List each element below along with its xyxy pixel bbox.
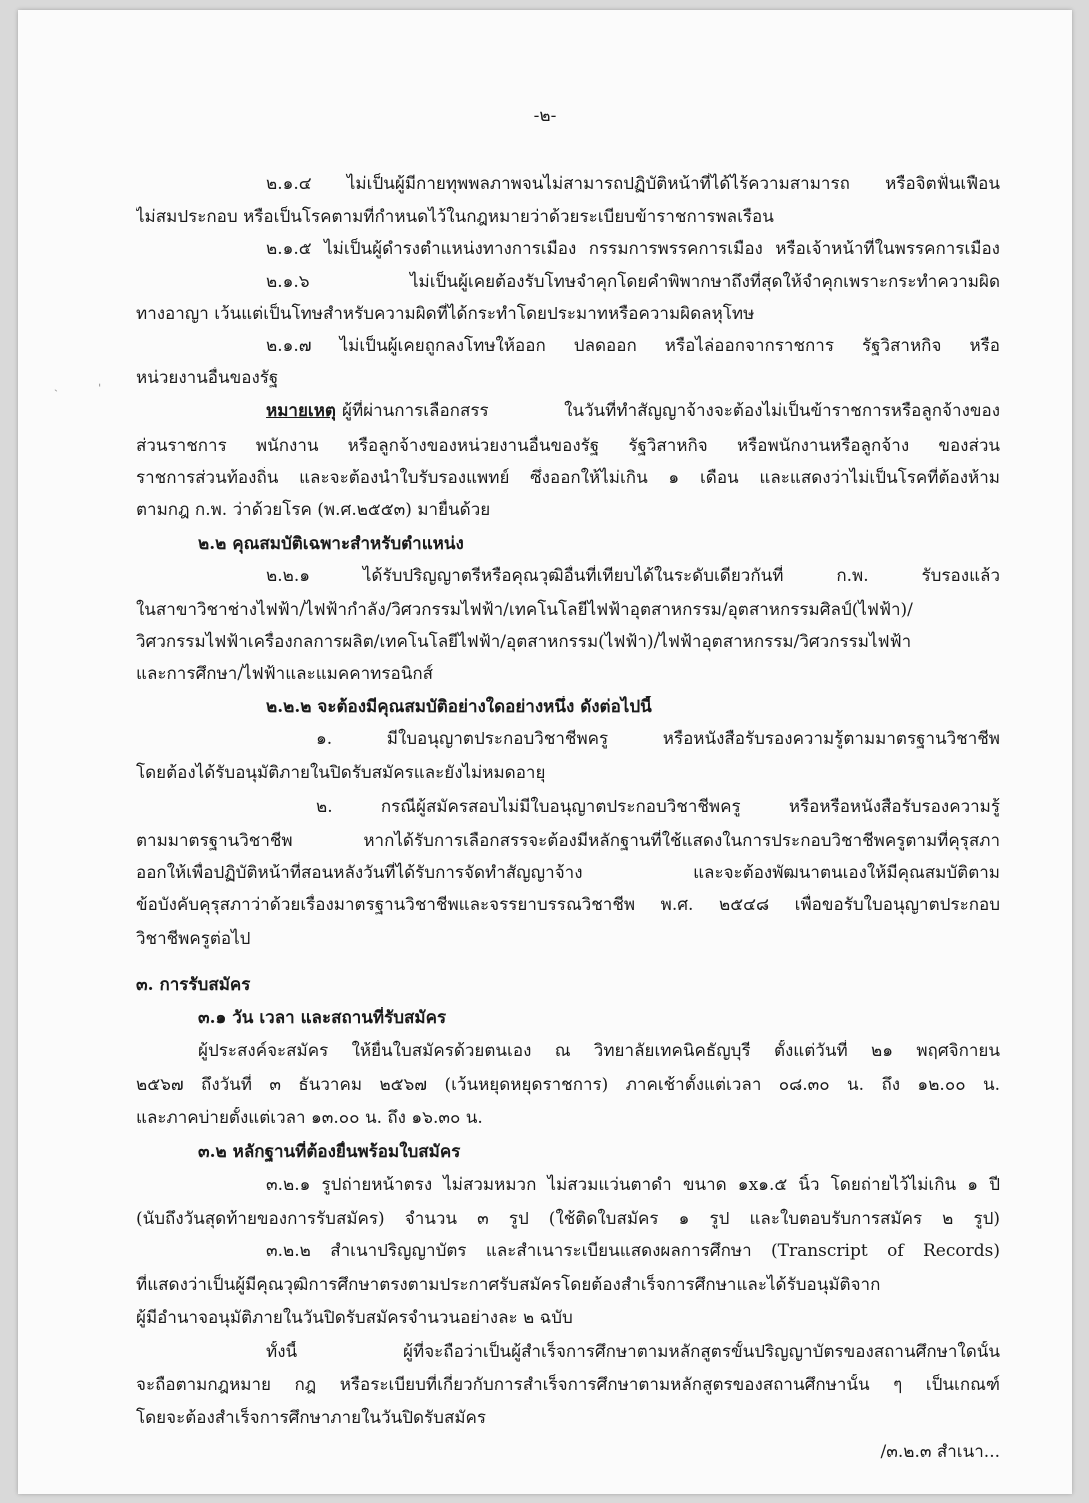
paragraph-line: วิชาชีพครูต่อไป	[136, 929, 251, 949]
paragraph-line: ส่วนราชการ พนักงาน หรือลูกจ้างของหน่วยงานอื่นของรัฐ รัฐวิสาหกิจ หรือพนักงานหรือลูกจ้าง ของส่วน	[136, 436, 1000, 456]
paragraph-line: ข้อบังคับคุรุสภาว่าด้วยเรื่องมาตรฐานวิชาชีพและจรรยาบรรณวิชาชีพ พ.ศ. ๒๕๔๘ เพื่อขอรับใบอนุญาตประกอบ	[136, 895, 1000, 915]
paragraph-line: หน่วยงานอื่นของรัฐ	[136, 368, 279, 388]
paragraph-line: ราชการส่วนท้องถิ่น และจะต้องนำใบรับรองแพทย์ ซึ่งออกให้ไม่เกิน ๑ เดือน และแสดงว่าไม่เป็นโรคที่ต้องห้าม	[136, 468, 1000, 488]
paragraph-line: ตามกฎ ก.พ. ว่าด้วยโรค (พ.ศ.๒๕๕๓) มายื่นด้วย	[136, 500, 491, 520]
paragraph-line: วิศวกรรมไฟฟ้าเครื่องกลการผลิต/เทคโนโลยีไฟฟ้า/อุตสาหกรรม(ไฟฟ้า)/ไฟฟ้าอุตสาหกรรม/วิศวกรรมไฟฟ้า	[136, 632, 912, 652]
section-heading: ๓.๒ หลักฐานที่ต้องยื่นพร้อมใบสมัคร	[198, 1142, 461, 1162]
paragraph-line: ที่แสดงว่าเป็นผู้มีคุณวุฒิการศึกษาตรงตามประกาศรับสมัครโดยต้องสำเร็จการศึกษาและได้รับอนุมัติจาก	[136, 1275, 881, 1295]
paragraph-line: (นับถึงวันสุดท้ายของการรับสมัคร) จำนวน ๓ รูป (ใช้ติดใบสมัคร ๑ รูป และใบตอบรับการสมัคร ๒ รูป)	[136, 1209, 1000, 1229]
paragraph-line: ในสาขาวิชาช่างไฟฟ้า/ไฟฟ้ากำลัง/วิศวกรรมไฟฟ้า/เทคโนโลยีไฟฟ้าอุตสาหกรรม/อุตสาหกรรมศิลป์(ไฟฟ้า)/	[136, 600, 913, 620]
note-label: หมายเหตุ	[266, 401, 336, 421]
paragraph-line: ทางอาญา เว้นแต่เป็นโทษสำหรับความผิดที่ได้กระทำโดยประมาทหรือความผิดลหุโทษ	[136, 304, 755, 324]
paragraph-line: ๒๕๖๗ ถึงวันที่ ๓ ธันวาคม ๒๕๖๗ (เว้นหยุดหยุดราชการ) ภาคเช้าตั้งแต่เวลา ๐๘.๓๐ น. ถึง ๑๒.๐๐ น.	[136, 1075, 1000, 1095]
paragraph-line: ๒.๑.๗ ไม่เป็นผู้เคยถูกลงโทษให้ออก ปลดออก หรือไล่ออกจากราชการ รัฐวิสาหกิจ หรือ	[266, 336, 1000, 356]
page-number: -๒-	[533, 106, 557, 126]
paragraph-line: ๓.๒.๒ สำเนาปริญญาบัตร และสำเนาระเบียนแสดงผลการศึกษา (Transcript of Records)	[266, 1241, 1000, 1261]
note-line	[266, 400, 1000, 422]
scan-mark: ˈ	[98, 382, 102, 396]
paragraph-line: ตามมาตรฐานวิชาชีพ หากได้รับการเลือกสรรจะต้องมีหลักฐานที่ใช้แสดงในการประกอบวิชาชีพครูตามที่คุรุสภา	[136, 831, 1000, 851]
paragraph-line: ๑. มีใบอนุญาตประกอบวิชาชีพครู หรือหนังสือรับรองความรู้ตามมาตรฐานวิชาชีพ	[316, 729, 1000, 749]
paragraph-line: และภาคบ่ายตั้งแต่เวลา ๑๓.๐๐ น. ถึง ๑๖.๓๐ น.	[136, 1108, 483, 1128]
section-heading: ๒.๒ คุณสมบัติเฉพาะสำหรับตำแหน่ง	[198, 534, 464, 554]
paragraph-line: ผู้ประสงค์จะสมัคร ให้ยื่นใบสมัครด้วยตนเอง ณ วิทยาลัยเทคนิคธัญบุรี ตั้งแต่วันที่ ๒๑ พฤศจิกายน	[198, 1041, 1000, 1061]
paragraph-line: ทั้งนี้ ผู้ที่จะถือว่าเป็นผู้สำเร็จการศึกษาตามหลักสูตรขั้นปริญญาบัตรของสถานศึกษาใดนั้น	[266, 1342, 1000, 1362]
section-heading: ๓.๑ วัน เวลา และสถานที่รับสมัคร	[198, 1008, 447, 1028]
paragraph-line: โดยจะต้องสำเร็จการศึกษาภายในวันปิดรับสมัคร	[136, 1408, 487, 1428]
paragraph-line: ไม่สมประกอบ หรือเป็นโรคตามที่กำหนดไว้ในกฎหมายว่าด้วยระเบียบข้าราชการพลเรือน	[136, 207, 774, 227]
scan-mark: ˏ	[54, 378, 58, 392]
paragraph-line: ๒. กรณีผู้สมัครสอบไม่มีใบอนุญาตประกอบวิชาชีพครู หรือหรือหนังสือรับรองความรู้	[316, 797, 1000, 817]
continuation-footer: /๓.๒.๓ สำเนา...	[880, 1442, 1000, 1462]
paragraph-line: โดยต้องได้รับอนุมัติภายในปิดรับสมัครและยังไม่หมดอายุ	[136, 763, 546, 783]
paragraph-line: ๒.๒.๒ จะต้องมีคุณสมบัติอย่างใดอย่างหนึ่ง ดังต่อไปนี้	[266, 697, 652, 717]
section-heading: ๓. การรับสมัคร	[136, 975, 251, 995]
document-page	[18, 10, 1072, 1494]
paragraph-line: ๒.๒.๑ ได้รับปริญญาตรีหรือคุณวุฒิอื่นที่เทียบได้ในระดับเดียวกันที่ ก.พ. รับรองแล้ว	[266, 566, 1000, 586]
paragraph-line: ออกให้เพื่อปฏิบัติหน้าที่สอนหลังวันที่ได้รับการจัดทำสัญญาจ้าง และจะต้องพัฒนาตนเองให้มีคุณสมบัติตาม	[136, 863, 1000, 883]
paragraph-line: ผู้มีอำนาจอนุมัติภายในวันปิดรับสมัครจำนวนอย่างละ ๒ ฉบับ	[136, 1308, 573, 1328]
note-text: ผู้ที่ผ่านการเลือกสรร ในวันที่ทำสัญญาจ้างจะต้องไม่เป็นข้าราชการหรือลูกจ้างของ	[341, 401, 1000, 421]
paragraph-line: และการศึกษา/ไฟฟ้าและแมคคาทรอนิกส์	[136, 664, 434, 684]
paragraph-line: จะถือตามกฎหมาย กฎ หรือระเบียบที่เกี่ยวกับการสำเร็จการศึกษาตามหลักสูตรของสถานศึกษานั้น ๆ เป็นเกณฑ์	[136, 1375, 1000, 1395]
paragraph-line: ๒.๑.๔ ไม่เป็นผู้มีกายทุพพลภาพจนไม่สามารถปฏิบัติหน้าที่ได้ไร้ความสามารถ หรือจิตฟั่นเฟือน	[266, 174, 1000, 194]
paragraph-line: ๓.๒.๑ รูปถ่ายหน้าตรง ไม่สวมหมวก ไม่สวมแว่นตาดำ ขนาด ๑x๑.๕ นิ้ว โดยถ่ายไว้ไม่เกิน ๑ ปี	[266, 1175, 1000, 1195]
paragraph-line: ๒.๑.๕ ไม่เป็นผู้ดำรงตำแหน่งทางการเมือง กรรมการพรรคการเมือง หรือเจ้าหน้าที่ในพรรคการเมือง	[266, 239, 1000, 259]
paragraph-line: ๒.๑.๖ ไม่เป็นผู้เคยต้องรับโทษจำคุกโดยคำพิพากษาถึงที่สุดให้จำคุกเพราะกระทำความผิด	[266, 272, 1000, 292]
